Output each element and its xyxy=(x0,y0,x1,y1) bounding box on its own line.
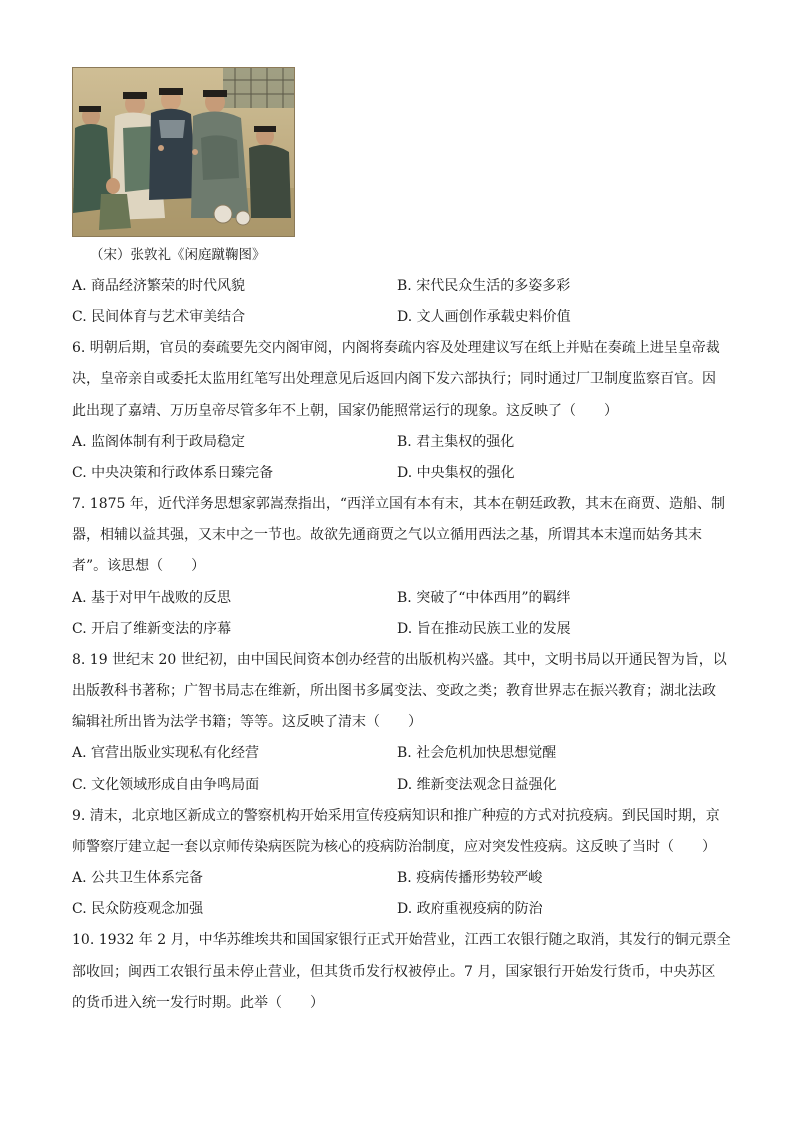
q7-option-c[interactable]: C. 开启了维新变法的序幕 xyxy=(72,621,232,637)
q5-option-c[interactable]: C. 民间体育与艺术审美结合 xyxy=(72,309,246,325)
q9-stem-line-2: 师警察厅建立起一套以京师传染病医院为核心的疫病防治制度，应对突发性疫病。这反映了当时（ ） xyxy=(72,839,716,855)
q6-option-c[interactable]: C. 中央决策和行政体系日臻完备 xyxy=(72,465,274,481)
q9-option-a[interactable]: A. 公共卫生体系完备 xyxy=(72,870,204,886)
q7-stem-line-1: 7. 1875 年，近代洋务思想家郭嵩焘指出，“西洋立国有本有末，其本在朝廷政教，其末在商贾、造船、制 xyxy=(72,496,726,512)
q8-option-a[interactable]: A. 官营出版业实现私有化经营 xyxy=(72,745,260,761)
q7-option-b[interactable]: B. 突破了“中体西用”的羁绊 xyxy=(397,590,571,606)
q7-stem-line-3: 者”。该思想（ ） xyxy=(72,558,206,574)
q8-option-d[interactable]: D. 维新变法观念日益强化 xyxy=(397,777,557,793)
q9-option-d[interactable]: D. 政府重视疫病的防治 xyxy=(397,901,543,917)
q6-stem-line-2: 决，皇帝亲自或委托太监用红笔写出处理意见后返回内阁下发六部执行；同时通过厂卫制度监察百官。因 xyxy=(72,371,716,387)
figure-caption: （宋）张敦礼《闲庭蹴鞠图》 xyxy=(90,247,266,263)
q5-option-a[interactable]: A. 商品经济繁荣的时代风貌 xyxy=(72,278,246,294)
q10-stem-line-3: 的货币进入统一发行时期。此举（ ） xyxy=(72,995,324,1011)
q10-stem-line-1: 10. 1932 年 2 月，中华苏维埃共和国国家银行正式开始营业，江西工农银行随之取消，其发行的铜元票全 xyxy=(72,932,731,948)
q6-option-b[interactable]: B. 君主集权的强化 xyxy=(397,434,515,450)
q9-option-c[interactable]: C. 民众防疫观念加强 xyxy=(72,901,204,917)
q8-option-c[interactable]: C. 文化领域形成自由争鸣局面 xyxy=(72,777,260,793)
q8-option-b[interactable]: B. 社会危机加快思想觉醒 xyxy=(397,745,557,761)
cuju-painting-image xyxy=(72,67,295,237)
q9-option-b[interactable]: B. 疫病传播形势较严峻 xyxy=(397,870,543,886)
q8-stem-line-3: 编辑社所出皆为法学书籍；等等。这反映了清末（ ） xyxy=(72,714,422,730)
q8-stem-line-2: 出版教科书著称；广智书局志在维新，所出图书多属变法、变政之类；教育世界志在振兴教育；湖北法政 xyxy=(72,683,716,699)
q7-stem-line-2: 器，相辅以益其强，又末中之一节也。故欲先通商贾之气以立循用西法之基，所谓其本末遑而姑务其末 xyxy=(72,527,702,543)
q7-option-a[interactable]: A. 基于对甲午战败的反思 xyxy=(72,590,232,606)
q6-option-a[interactable]: A. 监阁体制有利于政局稳定 xyxy=(72,434,246,450)
q6-stem-line-1: 6. 明朝后期，官员的奏疏要先交内阁审阅，内阁将奏疏内容及处理建议写在纸上并贴在奏疏上进呈皇帝裁 xyxy=(72,340,720,356)
q5-option-b[interactable]: B. 宋代民众生活的多姿多彩 xyxy=(397,278,571,294)
q5-option-d[interactable]: D. 文人画创作承载史料价值 xyxy=(397,309,571,325)
q7-option-d[interactable]: D. 旨在推动民族工业的发展 xyxy=(397,621,571,637)
q6-stem-line-3: 此出现了嘉靖、万历皇帝尽管多年不上朝，国家仍能照常运行的现象。这反映了（ ） xyxy=(72,403,618,419)
q10-stem-line-2: 部收回；闽西工农银行虽未停止营业，但其货币发行权被停止。7 月，国家银行开始发行货币，中央苏区 xyxy=(72,964,716,980)
q6-option-d[interactable]: D. 中央集权的强化 xyxy=(397,465,515,481)
q9-stem-line-1: 9. 清末，北京地区新成立的警察机构开始采用宣传疫病知识和推广种痘的方式对抗疫病。到民国时期，京 xyxy=(72,808,720,824)
q8-stem-line-1: 8. 19 世纪末 20 世纪初，由中国民间资本创办经营的出版机构兴盛。其中，文明书局以开通民智为旨，以 xyxy=(72,652,727,668)
